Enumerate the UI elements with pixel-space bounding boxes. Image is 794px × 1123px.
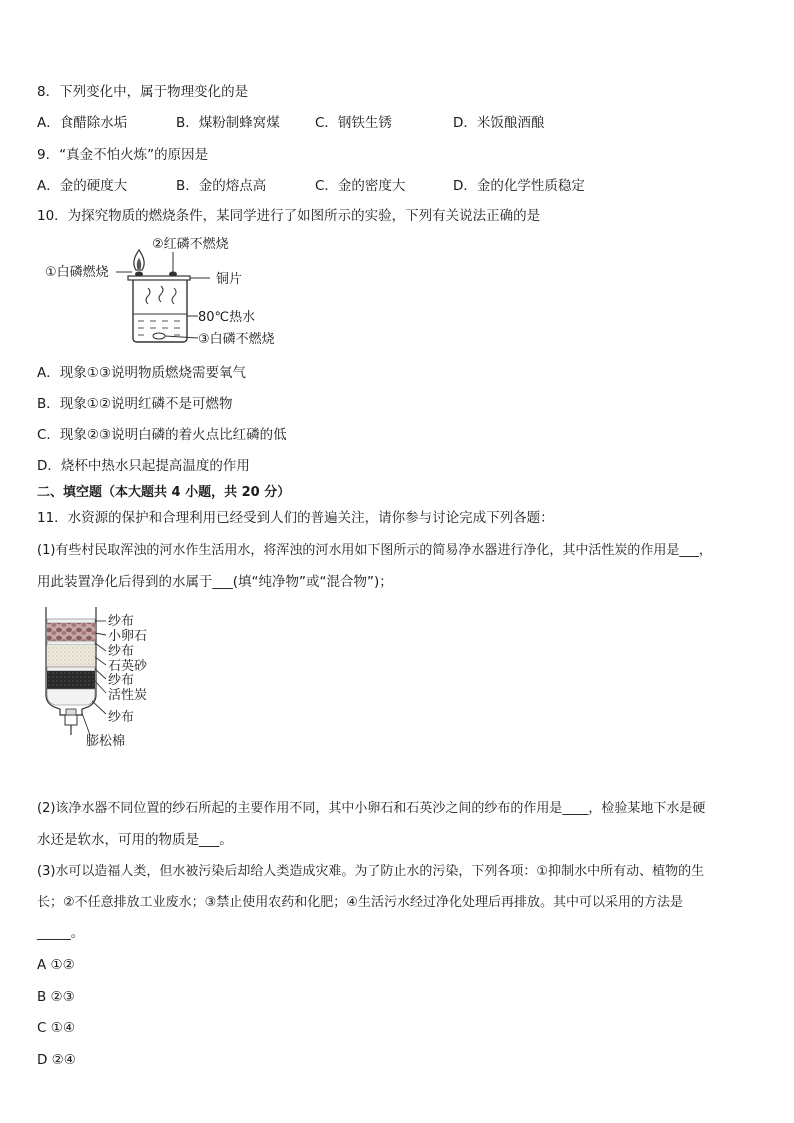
label-hot-water: 80℃热水 [198,310,256,325]
combustion-experiment-figure [40,232,300,350]
water-filter-figure [36,603,196,751]
filter-label-gauze-1: 纱布 [108,614,135,629]
q9-option-a: A．金的硬度大 [37,178,128,194]
q8-stem: 8．下列变化中，属于物理变化的是 [37,84,249,100]
filter-label-quartz-sand: 石英砂 [108,659,148,674]
copper-plate [128,276,190,280]
q10-option-b: B．现象①②说明红磷不是可燃物 [37,396,233,412]
q11-stem: 11．水资源的保护和合理利用已经受到人们的普遍关注，请你参与讨论完成下列各题： [37,510,554,526]
q10-option-a: A．现象①③说明物质燃烧需要氧气 [37,365,246,381]
flame-core-icon [137,258,141,269]
q11-part3-line1: (3)水可以造福人类，但水被污染后却给人类造成灾难。为了防止水的污染，下列各项：①抑制水中所有动、植物的生 [37,864,705,879]
q11-option-d: D ②④ [37,1052,76,1068]
filter-label-gauze-4: 纱布 [108,710,135,725]
q11-part2-line1: (2)该净水器不同位置的纱石所起的主要作用不同，其中小卵石和石英沙之间的纱布的作用是____，检验某地下水是硬 [37,801,706,816]
q11-option-a: A ①② [37,957,75,973]
filter-label-cotton: 膨松棉 [86,734,126,749]
label-copper: 铜片 [216,272,243,287]
filter-label-gauze-3: 纱布 [108,673,135,688]
q11-part3-line2: 长；②不任意排放工业废水；③禁止使用农药和化肥；④生活污水经过净化处理后再排放。其中可以采用的方法是 [37,895,683,910]
q9-option-c: C．金的密度大 [315,178,406,194]
filter-label-pebbles: 小卵石 [108,629,148,644]
section-heading: 二、填空题（本大题共 4 小题，共 20 分） [37,485,291,500]
q9-option-b: B．金的熔点高 [176,178,267,194]
q8-option-a: A．食醋除水垢 [37,115,128,131]
q10-option-c: C．现象②③说明白磷的着火点比红磷的低 [37,427,287,443]
label-white-phosphorus-burning: ①白磷燃烧 [45,265,109,280]
q8-option-c: C．钢铁生锈 [315,115,392,131]
q8-option-b: B．煤粉制蜂窝煤 [176,115,280,131]
q11-option-c: C ①④ [37,1020,75,1036]
q11-part1-line1: (1)有些村民取浑浊的河水作生活用水，将浑浊的河水用如下图所示的简易净水器进行净化，其中活性炭的作用是___， [37,543,712,558]
q10-stem: 10．为探究物质的燃烧条件，某同学进行了如图所示的实验，下列有关说法正确的是 [37,208,541,224]
filter-label-activated-carbon: 活性炭 [108,688,148,703]
q10-option-d: D．烧杯中热水只起提高温度的作用 [37,458,250,474]
label-red-phosphorus: ②红磷不燃烧 [152,237,229,252]
filter-label-gauze-2: 纱布 [108,644,135,659]
q9-stem: 9．“真金不怕火炼”的原因是 [37,147,209,163]
q11-part1-line2: 用此装置净化后得到的水属于___(填“纯净物”或“混合物”)； [37,574,393,590]
label-white-phosphorus-underwater: ③白磷不燃烧 [198,332,275,347]
q11-part2-line2: 水还是软水，可用的物质是___。 [37,832,233,848]
q11-option-b: B ②③ [37,989,75,1005]
q11-part3-line3: _____。 [37,925,85,941]
q8-option-d: D．米饭酿酒酿 [453,115,545,131]
q9-option-d: D．金的化学性质稳定 [453,178,585,194]
